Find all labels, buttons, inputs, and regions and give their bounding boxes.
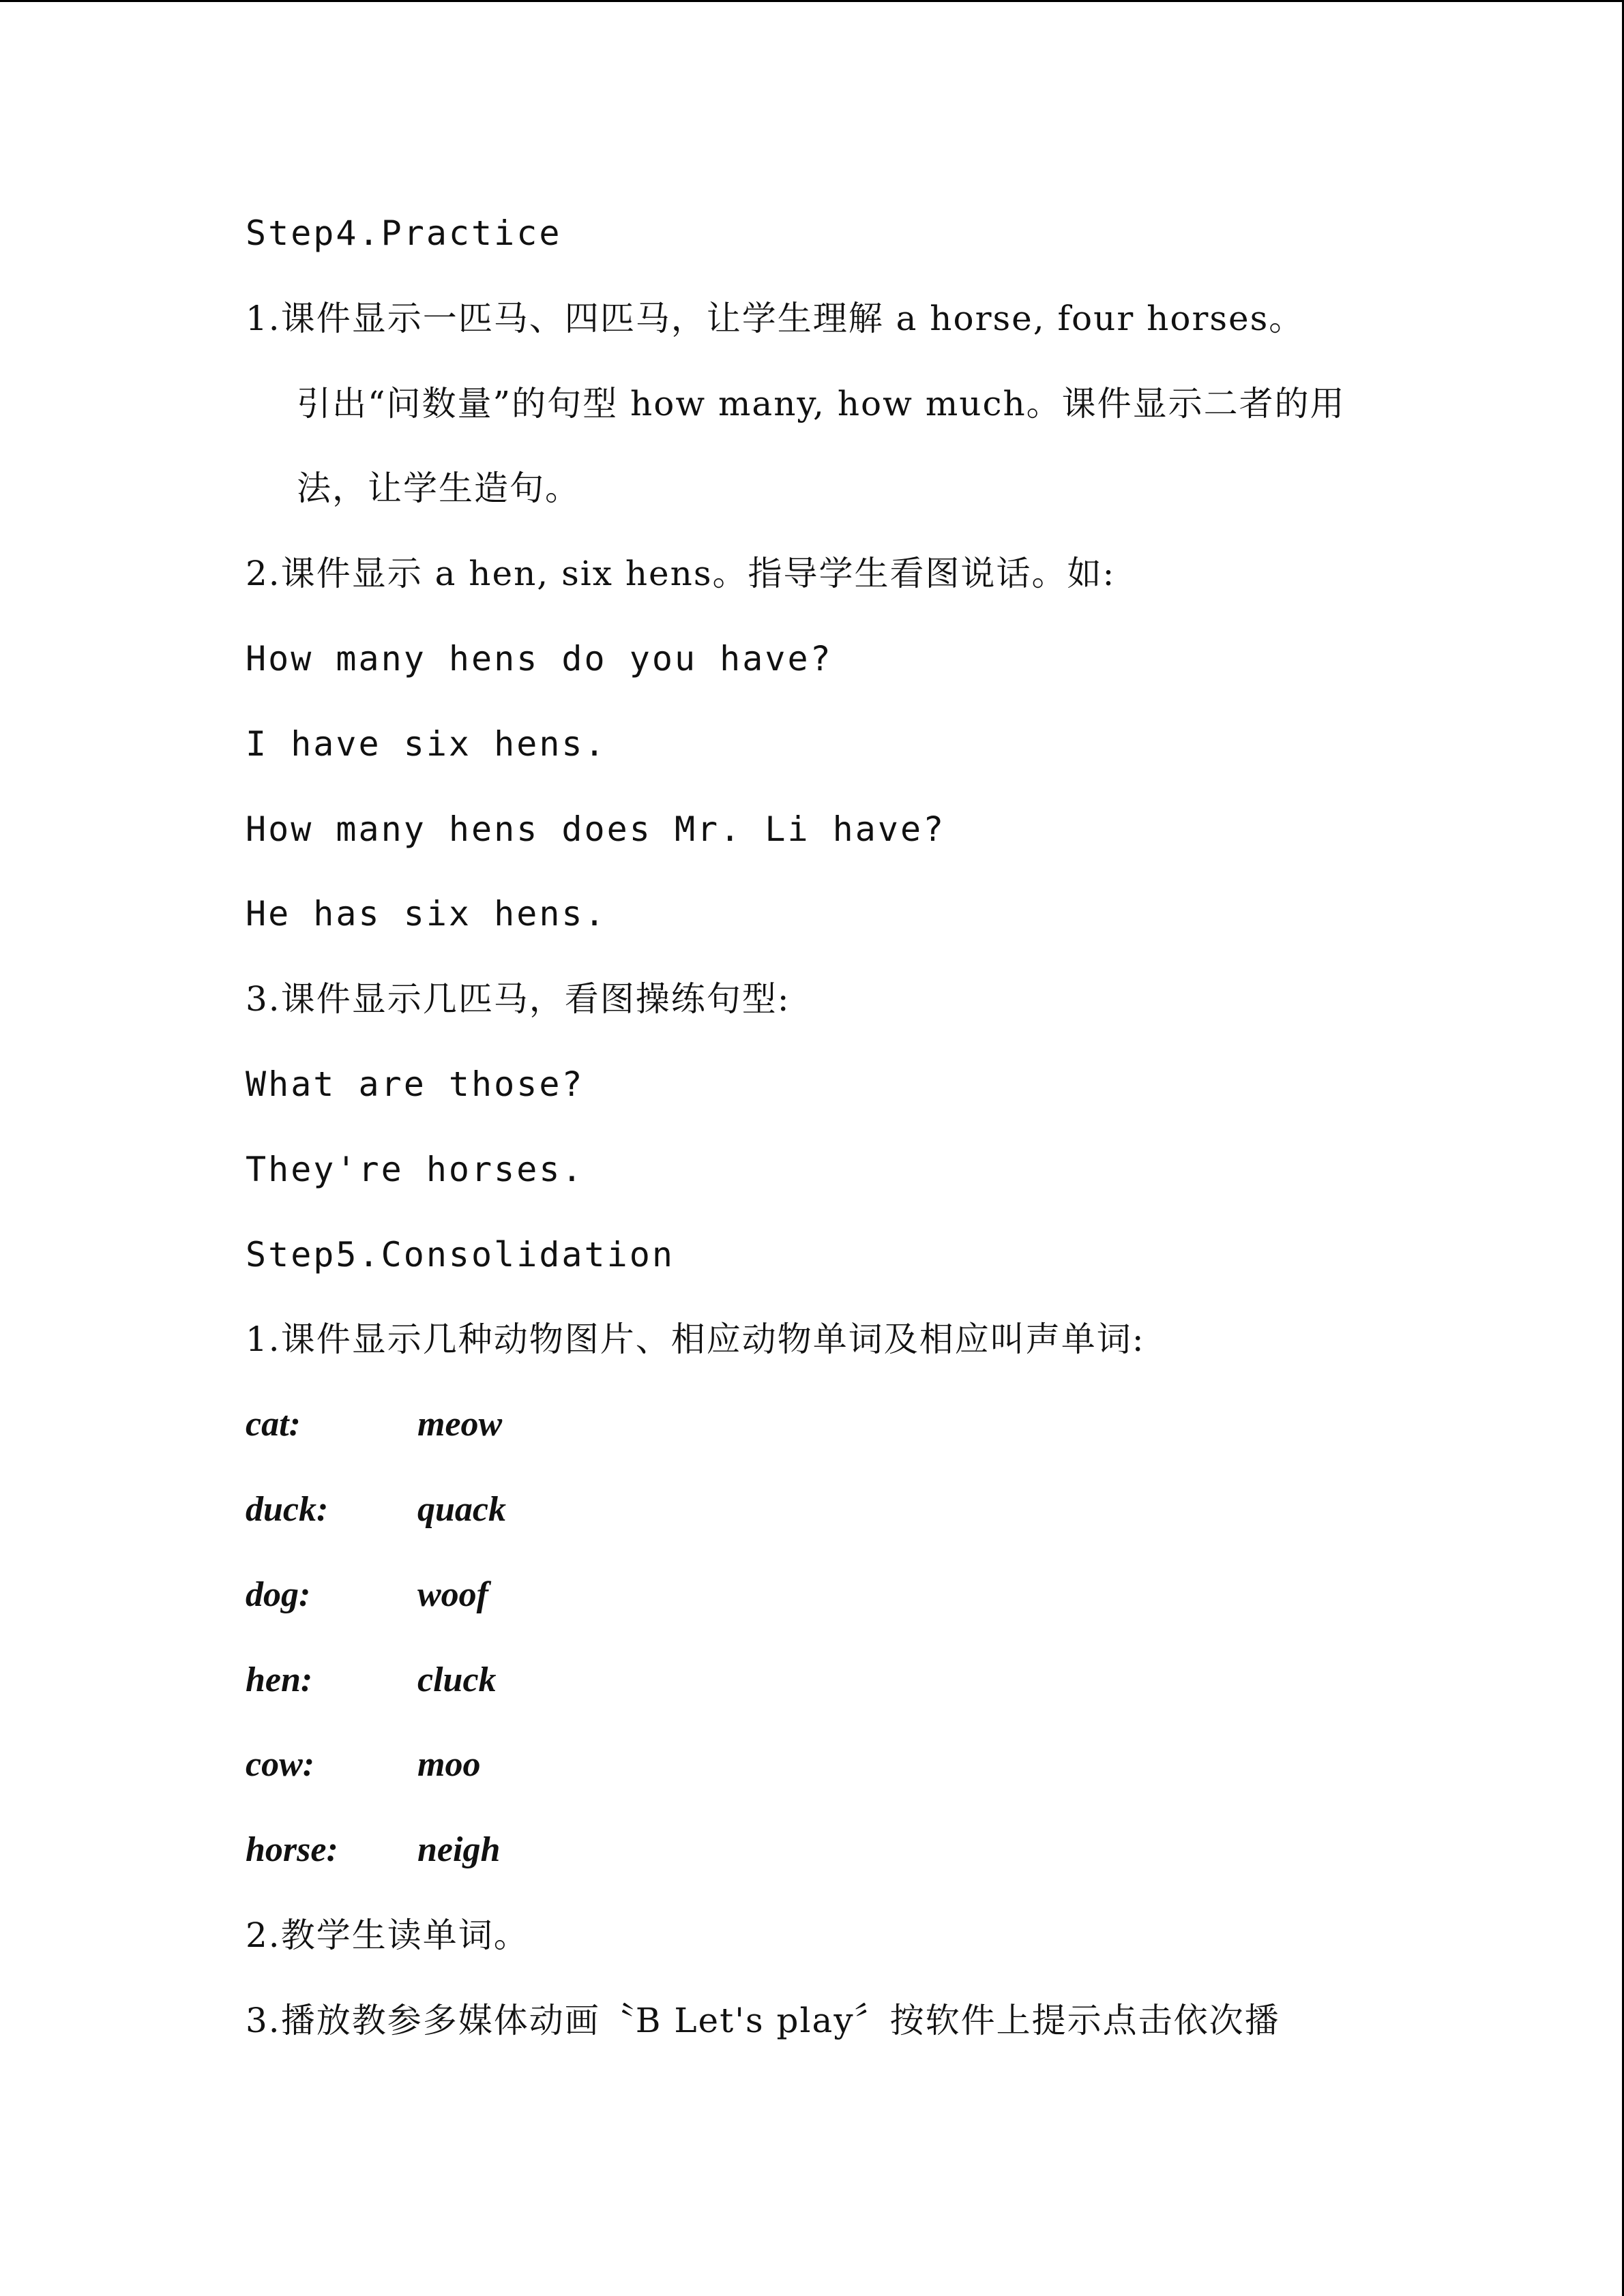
dialogue-line-5: What are those?	[246, 1064, 585, 1104]
animal-sound-row	[246, 1570, 1419, 1655]
consolidation-item-3: 3.播放教参多媒体动画〝B Let's play〞按软件上提示点击依次播	[246, 2000, 1280, 2040]
practice-item-1: 1.课件显示一匹马、四匹马，让学生理解 a horse, four horses。	[246, 298, 1305, 338]
animal-word: duck:	[246, 1489, 329, 1529]
animal-sound-row	[246, 1399, 1419, 1485]
sound-word: moo	[417, 1745, 481, 1785]
animal-sound-row	[246, 1825, 1419, 1910]
animal-word: cow:	[246, 1745, 315, 1785]
practice-item-1-cont-1: 引出“问数量”的句型 how many, how much。课件显示二者的用	[297, 383, 1346, 423]
sound-word: quack	[417, 1489, 506, 1529]
document-page	[246, 208, 1419, 2081]
dialogue-line-2: I have six hens.	[246, 724, 607, 764]
dialogue-line-6: They're horses.	[246, 1149, 585, 1189]
animal-word: hen:	[246, 1660, 313, 1699]
practice-item-2: 2.课件显示 a hen, six hens。指导学生看图说话。如:	[246, 554, 1116, 594]
animal-word: cat:	[246, 1405, 301, 1444]
animal-word: horse:	[246, 1830, 338, 1870]
dialogue-line-1: How many hens do you have?	[246, 638, 833, 679]
animal-sound-row	[246, 1485, 1419, 1570]
practice-item-1-cont-2: 法，让学生造句。	[297, 468, 580, 509]
consolidation-item-2: 2.教学生读单词。	[246, 1915, 529, 1955]
sound-word: cluck	[417, 1660, 497, 1699]
dialogue-line-3: How many hens does Mr. Li have?	[246, 809, 946, 849]
step5-heading: Step5.Consolidation	[246, 1234, 675, 1274]
animal-sound-row	[246, 1655, 1419, 1740]
dialogue-line-4: He has six hens.	[246, 894, 607, 934]
page-top-border	[0, 0, 1624, 2]
sound-word: woof	[417, 1575, 488, 1614]
animal-sound-row	[246, 1740, 1419, 1825]
practice-item-3: 3.课件显示几匹马，看图操练句型:	[246, 979, 791, 1019]
sound-word: meow	[417, 1405, 503, 1444]
consolidation-item-1: 1.课件显示几种动物图片、相应动物单词及相应叫声单词:	[246, 1320, 1145, 1360]
sound-word: neigh	[417, 1830, 501, 1870]
animal-word: dog:	[246, 1575, 311, 1614]
step4-heading: Step4.Practice	[246, 213, 562, 253]
